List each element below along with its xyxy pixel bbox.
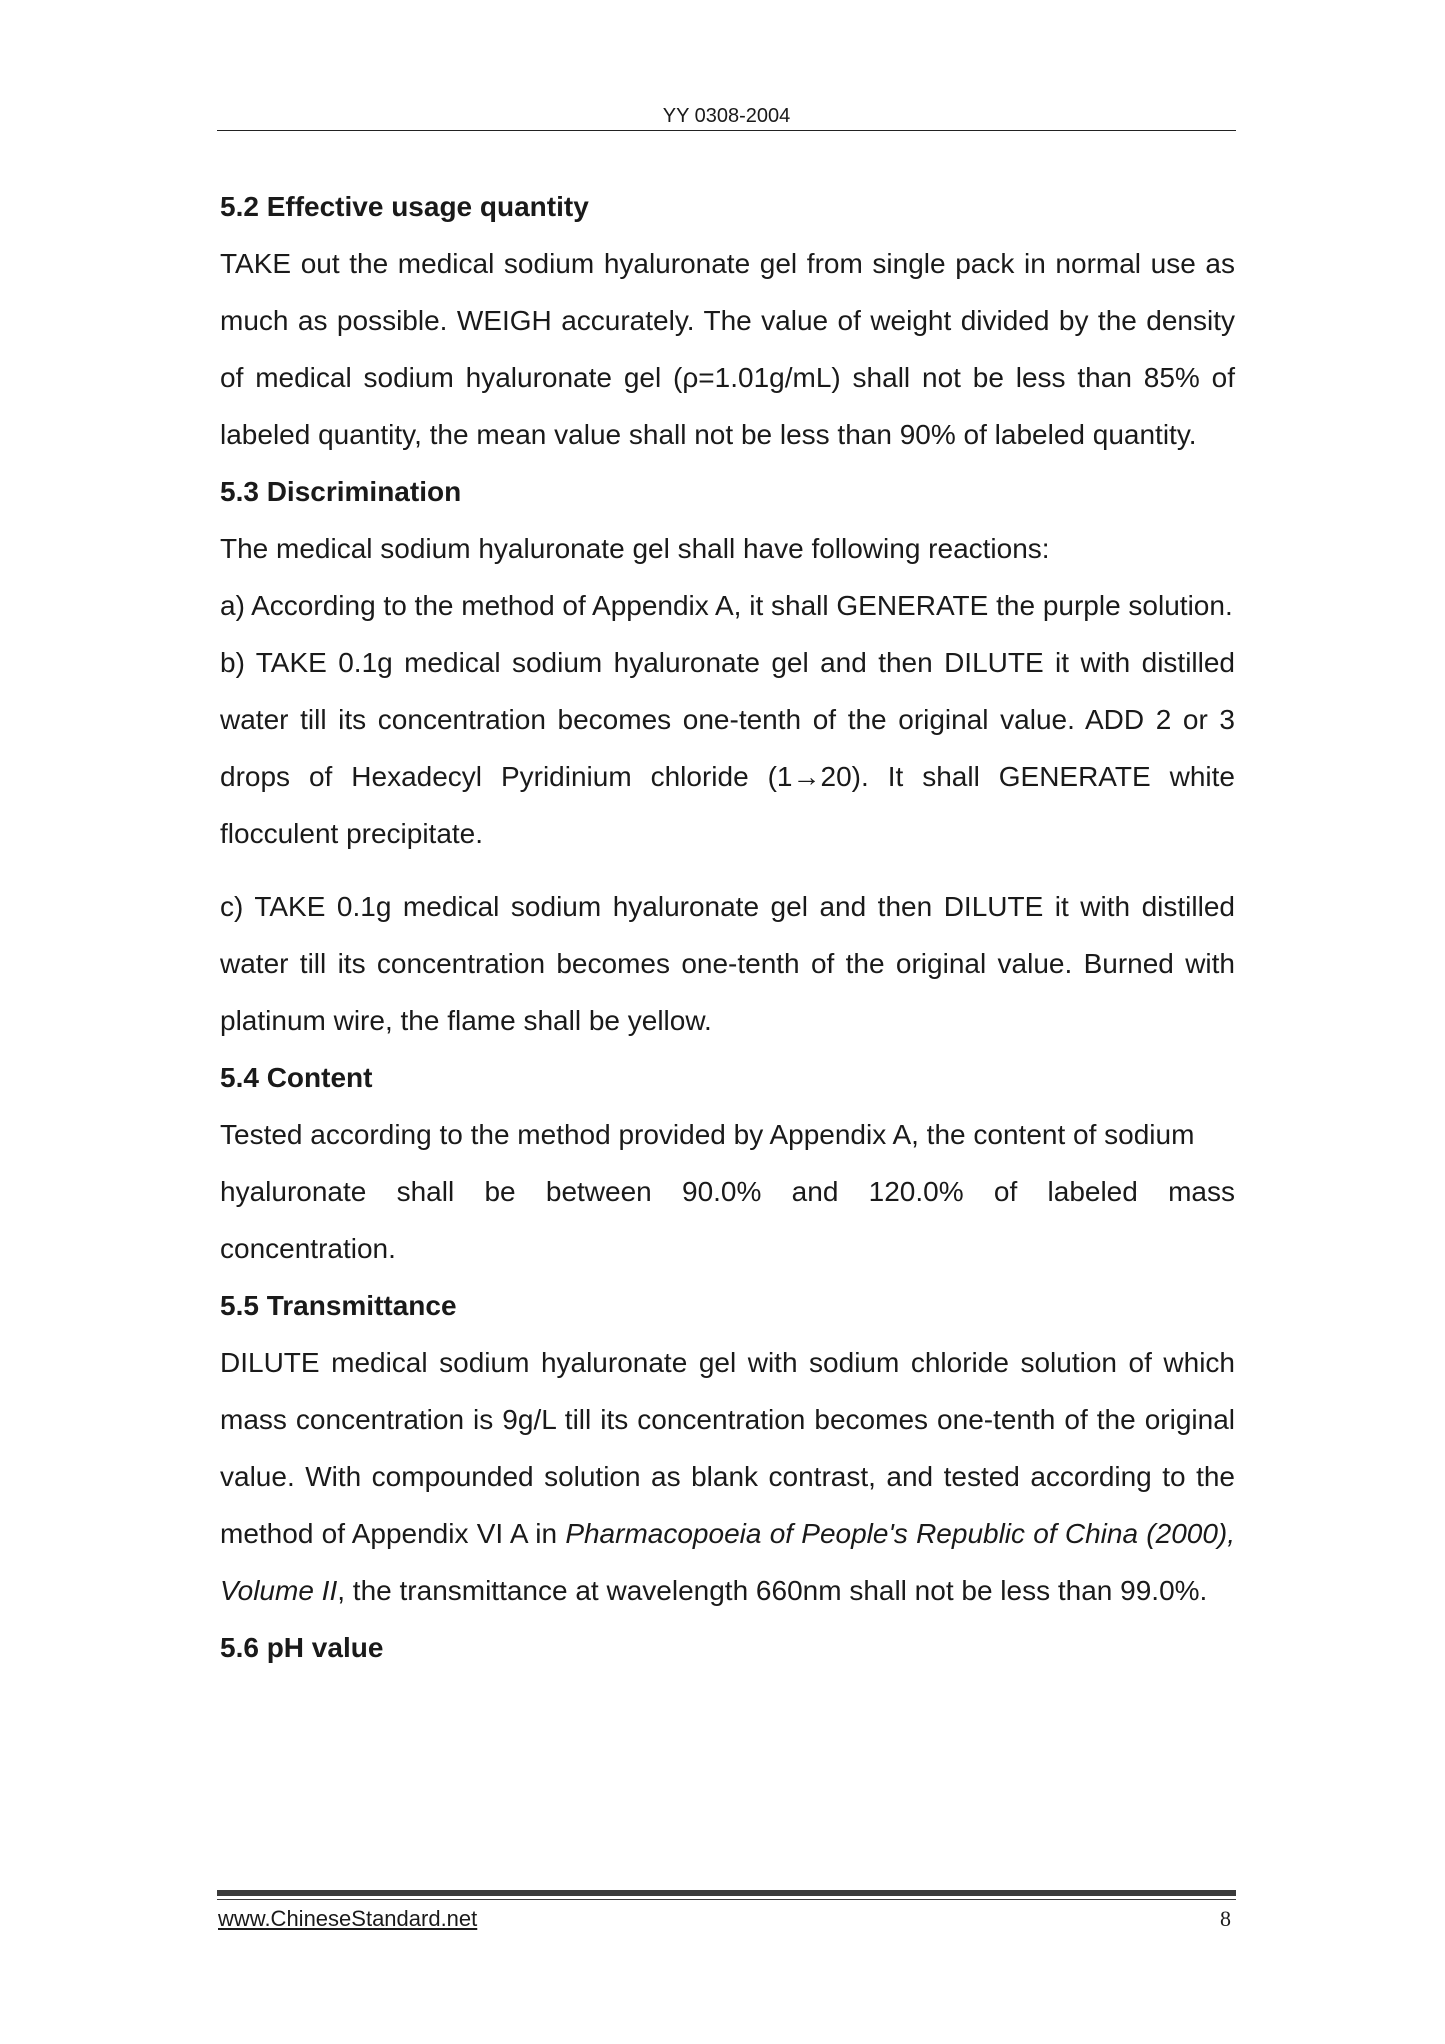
section-5-3-item-a: a) According to the method of Appendix A, it shall GENERATE the purple solution.	[220, 590, 1233, 621]
section-heading-5-4: 5.4 Content	[220, 1062, 373, 1093]
section-heading-5-6: 5.6 pH value	[220, 1632, 384, 1663]
section-heading-5-3: 5.3 Discrimination	[220, 476, 462, 507]
section-5-3-intro: The medical sodium hyaluronate gel shall have following reactions:	[220, 533, 1050, 564]
header-rule	[217, 130, 1236, 131]
pharmacopoeia-citation: Pharmacopoeia of People's Republic of China (2000), Volume II	[220, 1518, 1236, 1606]
footer-rule-thick	[217, 1890, 1236, 1896]
section-5-4-line-3: concentration.	[220, 1233, 396, 1264]
section-5-5-text-2: , the transmittance at wavelength 660nm shall not be less than 99.0%.	[337, 1575, 1208, 1606]
footer-page-number: 8	[1220, 1906, 1231, 1931]
section-5-4-line-2: hyaluronate shall be between 90.0% and 120.0% of labeled mass	[220, 1176, 1235, 1207]
footer-website-link[interactable]: www.ChineseStandard.net	[218, 1906, 478, 1931]
section-5-2-paragraph: TAKE out the medical sodium hyaluronate gel from single pack in normal use as much as possible. WEIGH accurately. The value of weight divided by the density of medical sodium hyaluronate gel (ρ=1.01g/mL) shall not be less than 85% of labeled quantity, the mean value shall not be less than 90% of labeled quantity.	[220, 248, 1235, 450]
section-5-5-text-1: DILUTE medical sodium hyaluronate gel with sodium chloride solution of which mass concentration is 9g/L till its concentration becomes one-tenth of the original value. With compounded solution as blank contrast, and tested according to the method of Appendix VI A in	[220, 1347, 1235, 1549]
section-5-4-line-1: Tested according to the method provided by Appendix A, the content of sodium	[220, 1119, 1195, 1150]
section-heading-5-2: 5.2 Effective usage quantity	[220, 191, 589, 222]
section-5-3-item-c: c) TAKE 0.1g medical sodium hyaluronate gel and then DILUTE it with distilled water till its concentration becomes one-tenth of the original value. Burned with platinum wire, the flame shall be yellow.	[220, 891, 1235, 1036]
section-5-3-item-b: b) TAKE 0.1g medical sodium hyaluronate gel and then DILUTE it with distilled water till its concentration becomes one-tenth of the original value. ADD 2 or 3 drops of Hexadecyl Pyridinium chloride (1→20). It shall GENERATE white flocculent precipitate.	[220, 647, 1235, 849]
main-content	[220, 178, 1235, 1676]
footer-rule-thin	[217, 1899, 1236, 1900]
section-5-5-paragraph	[220, 1334, 1235, 1619]
section-5-4-paragraph	[220, 1106, 1235, 1277]
header-doc-code: YY 0308-2004	[662, 105, 791, 127]
paragraph-gap	[220, 862, 1235, 878]
section-heading-5-5: 5.5 Transmittance	[220, 1290, 457, 1321]
